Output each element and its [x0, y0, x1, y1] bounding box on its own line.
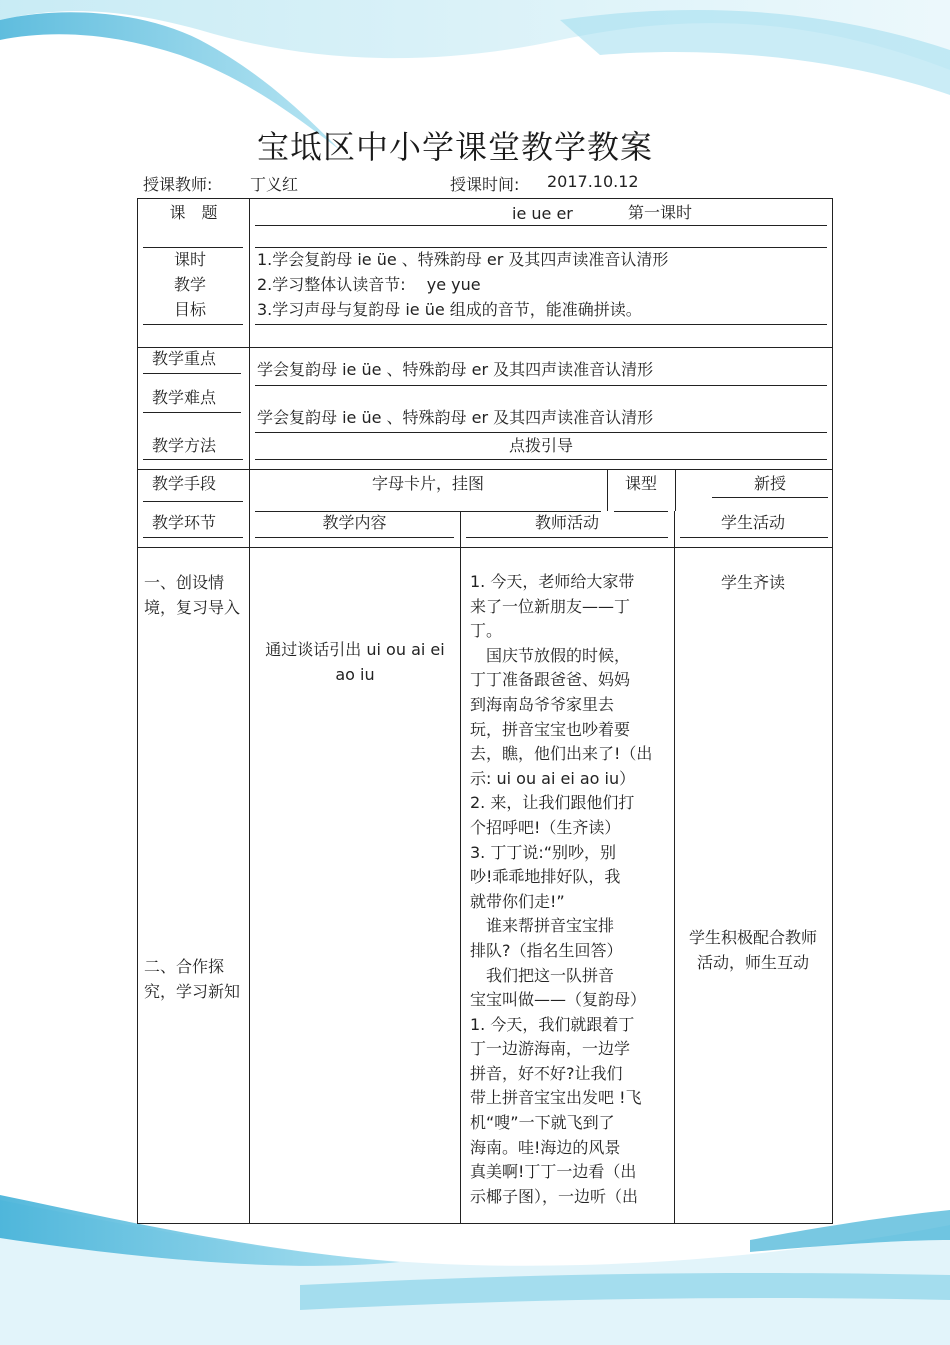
- content-text: 通过谈话引出 ui ou ai ei ao iu: [265, 640, 445, 684]
- time-label: 授课时间:: [450, 175, 520, 194]
- col-divider-3: [674, 511, 675, 1223]
- col-divider-means-2: [675, 469, 676, 511]
- header-teacher: 教师活动: [534, 513, 599, 532]
- teacher-activity-line: 排队?（指名生回答）: [470, 940, 623, 960]
- means-label-underline: [143, 501, 243, 502]
- student-activity-1: 学生齐读: [720, 573, 785, 592]
- teacher-label: 授课教师:: [143, 175, 213, 194]
- topic-session: 第一课时: [628, 203, 693, 222]
- teacher-activity-line: 到海南岛爷爷家里去: [470, 694, 615, 714]
- header-student: 学生活动: [720, 513, 785, 532]
- difficulty-label: 教学难点: [152, 388, 217, 407]
- teacher-activity-line: 丁。: [470, 621, 503, 641]
- teacher-activity-line: 机“嗖”一下就飞到了: [470, 1113, 615, 1133]
- teacher-activity-line: 我们把这一队拼音: [470, 965, 615, 985]
- teacher-activity-line: 海南。哇!海边的风景: [470, 1137, 621, 1157]
- teacher-activity-line: 去，瞧，他们出来了!（出: [470, 744, 653, 764]
- topic-underline: [255, 225, 827, 226]
- teacher-activity-line: 丁一边游海南，一边学: [470, 1039, 631, 1059]
- lesson-type-label: 课型: [624, 474, 657, 493]
- teacher-activity-line: 宝宝叫做——（复韵母）: [470, 990, 647, 1010]
- teacher-activity-line: 3. 丁丁说:“别吵，别: [470, 842, 617, 862]
- header-student-underline: [680, 537, 828, 538]
- topic-value: ie ue er: [512, 204, 573, 223]
- header-row-line: [138, 547, 832, 548]
- stage-2: 二、合作探究，学习新知: [144, 957, 241, 1001]
- teacher-activity-line: 1. 今天，老师给大家带: [470, 572, 635, 591]
- objectives-row-line: [138, 347, 832, 348]
- teacher-activity-line: 真美啊!丁丁一边看（出: [470, 1162, 637, 1182]
- teacher-activity-line: 2. 来，让我们跟他们打: [470, 793, 635, 813]
- teacher-activity-line: 拼音，好不好?让我们: [470, 1063, 623, 1083]
- header-content-underline: [255, 537, 454, 538]
- page-title: 宝坻区中小学课堂教学教案: [256, 128, 653, 166]
- objectives-label-underline: [143, 324, 243, 325]
- teacher-activity-line: 丁丁准备跟爸爸、妈妈: [470, 670, 631, 690]
- method-row-line: [138, 469, 832, 470]
- header-teacher-underline: [466, 537, 668, 538]
- header-stage: 教学环节: [152, 513, 217, 532]
- teacher-activity-line: 个招呼吧!（生齐读）: [470, 817, 621, 837]
- lesson-date: 2017.10.12: [547, 172, 639, 191]
- objective-item: 2.学习整体认读音节: ye yue: [257, 275, 481, 294]
- method-label-underline: [143, 459, 243, 460]
- col-divider-1: [249, 199, 250, 1223]
- teacher-activity-line: 吵!乖乖地排好队，我: [470, 867, 621, 887]
- teacher-activity-line: 示椰子图），一边听（出: [470, 1186, 639, 1206]
- objectives-label: 课时 教学 目标: [173, 250, 206, 319]
- teacher-activity-line: 就带你们走!”: [470, 891, 565, 911]
- difficulty-value: 学会复韵母 ie üe 、特殊韵母 er 及其四声读准音认清形: [257, 408, 654, 427]
- teacher-activity-line: 带上拼音宝宝出发吧 !飞: [470, 1088, 642, 1108]
- focus-label-underline: [143, 373, 241, 374]
- objective-item: 3.学习声母与复韵母 ie üe 组成的音节，能准确拼读。: [257, 300, 642, 319]
- type-value-underline: [712, 497, 828, 498]
- focus-underline: [255, 385, 827, 386]
- objective-item: 1.学会复韵母 ie üe 、特殊韵母 er 及其四声读准音认清形: [257, 250, 669, 269]
- stage-1: 一、创设情境，复习导入: [144, 573, 241, 617]
- teacher-activity-line: 国庆节放假的时候，: [470, 645, 631, 665]
- lesson-table: [137, 198, 833, 1224]
- lesson-type-value: 新授: [753, 474, 786, 493]
- teacher-activity-line: 玩，拼音宝宝也吵着要: [470, 719, 631, 739]
- teacher-activity-line: 来了一位新朋友——丁: [470, 596, 631, 616]
- teacher-activity-line: 1. 今天，我们就跟着丁: [470, 1014, 635, 1034]
- means-label: 教学手段: [152, 474, 217, 493]
- method-value: 点拨引导: [508, 436, 573, 455]
- header-content: 教学内容: [322, 513, 387, 532]
- objectives-list: [257, 247, 668, 322]
- header-stage-underline: [143, 537, 243, 538]
- means-value: 字母卡片，挂图: [371, 474, 484, 493]
- teacher-activity-line: 示: ui ou ai ei ao iu）: [470, 768, 636, 788]
- method-underline: [255, 459, 827, 460]
- student-activity-2: 学生积极配合教师活动，师生互动: [688, 928, 817, 972]
- col-divider-2: [460, 511, 461, 1223]
- teacher-activity: [470, 570, 670, 1209]
- teacher-name: 丁义红: [250, 175, 299, 194]
- method-label: 教学方法: [152, 436, 217, 455]
- focus-label: 教学重点: [152, 349, 217, 368]
- difficulty-label-underline: [143, 412, 241, 413]
- topic-label: 课 题: [169, 203, 218, 222]
- focus-value: 学会复韵母 ie üe 、特殊韵母 er 及其四声读准音认清形: [257, 360, 654, 379]
- teacher-activity-line: 谁来帮拼音宝宝排: [470, 916, 615, 936]
- objectives-underline: [255, 324, 827, 325]
